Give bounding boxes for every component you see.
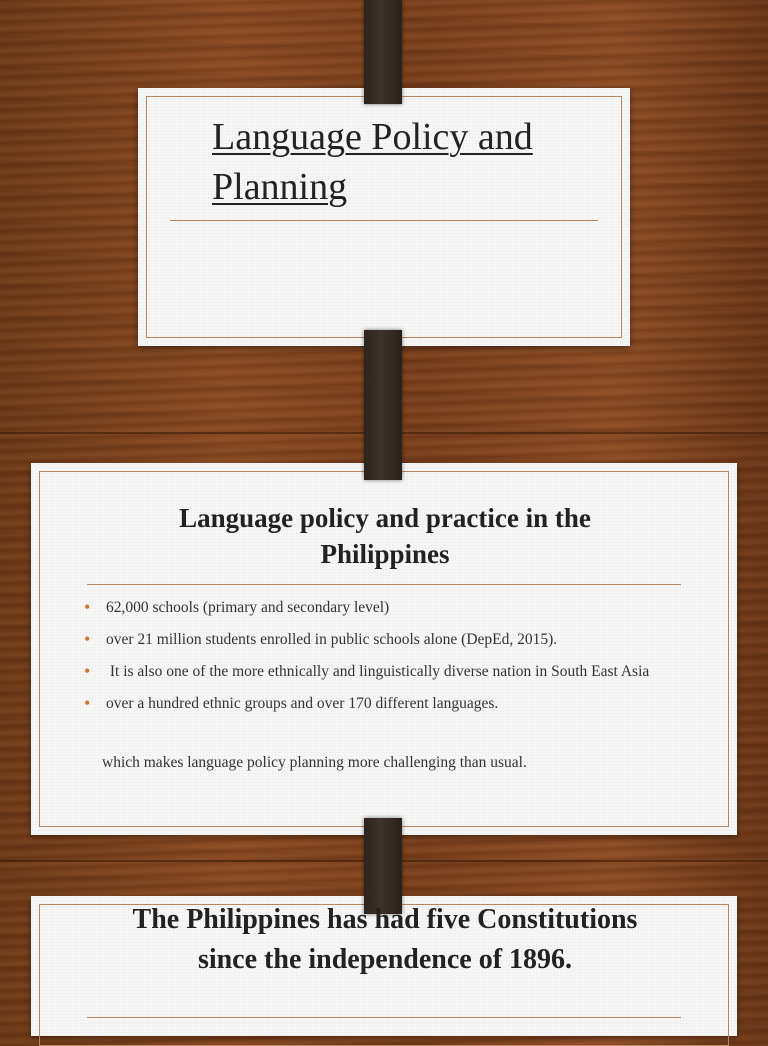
hanging-strap [364,0,402,104]
list-item: • over a hundred ethnic groups and over 170 different languages. [84,693,499,713]
slide-rule [170,220,598,221]
slide-rule [87,1017,681,1018]
slide-heading: The Philippines has had five Constitutions since the independence of 1896. [132,904,638,975]
slide-rule [87,584,681,585]
hanging-strap [364,330,402,480]
bullet-icon: • [84,661,91,681]
list-item: • It is also one of the more ethnically and linguistically diverse nation in South East Asia [84,661,650,681]
bullet-icon: • [84,597,91,617]
list-item: • over 21 million students enrolled in public schools alone (DepEd, 2015). [84,629,558,649]
slide-title-text: Language Policy and Planning [212,116,533,208]
list-item: • 62,000 schools (primary and secondary level) [84,597,390,617]
bullet-list [84,596,704,724]
bullet-icon: • [84,629,91,649]
slide-title [212,112,592,212]
slide-heading: Language policy and practice in the Philippines [179,503,591,569]
slide-note: which makes language policy planning more challenging than usual. [102,754,527,771]
bullet-icon: • [84,693,91,713]
